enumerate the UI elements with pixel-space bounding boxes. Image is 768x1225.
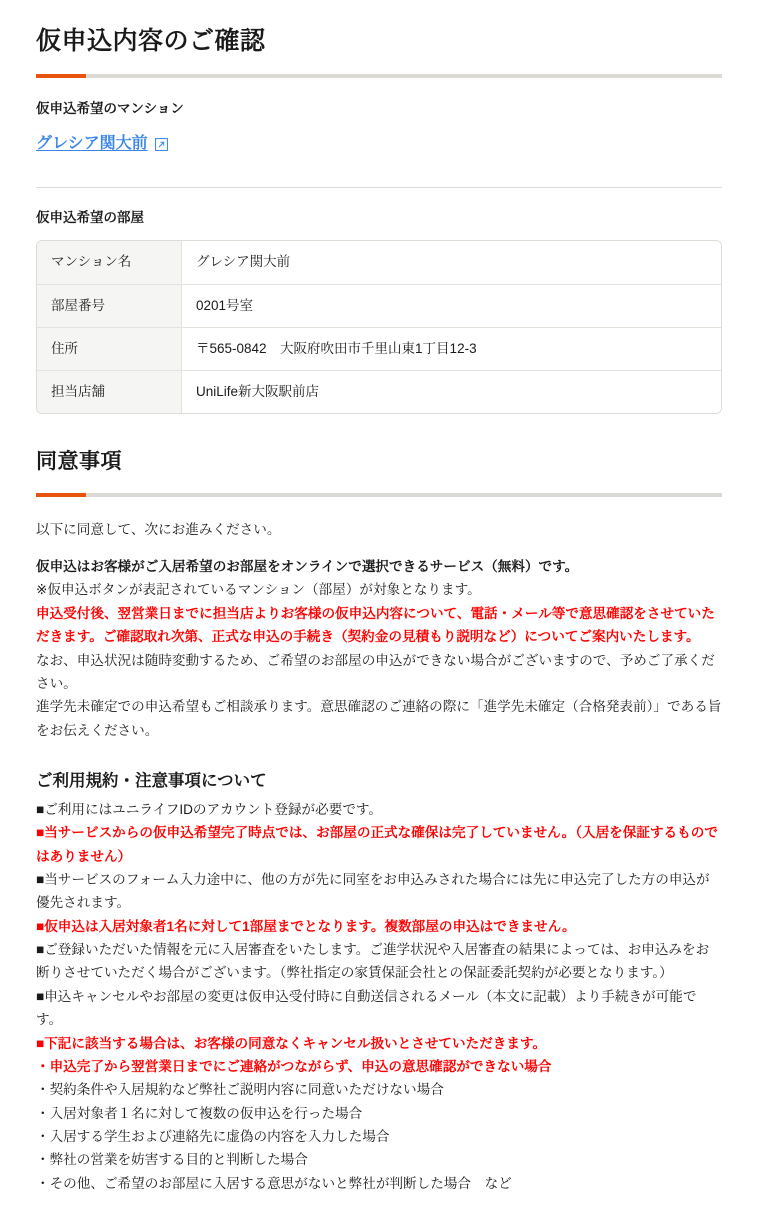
row-key: マンション名 — [37, 241, 182, 284]
terms-section — [0, 742, 768, 1225]
consent-section — [0, 414, 768, 742]
terms-item-warning: ■下記に該当する場合は、お客様の同意なくキャンセル扱いとさせていただきます。 — [36, 1035, 547, 1051]
spacer — [36, 541, 722, 555]
consent-paragraph: 仮申込はお客様がご入居希望のお部屋をオンラインで選択できるサービス（無料）です。 — [36, 559, 579, 575]
terms-item: ・入居する学生および連絡先に虚偽の内容を入力した場合 — [36, 1129, 390, 1145]
table-row — [37, 241, 721, 284]
table-row — [37, 285, 721, 328]
terms-title: ご利用規約・注意事項について — [36, 772, 267, 791]
row-value: 〒565-0842 大阪府吹田市千里山東1丁目12-3 — [182, 328, 721, 371]
table-row — [37, 328, 721, 371]
terms-item: ・その他、ご希望のお部屋に入居する意思がないと弊社が判断した場合 など — [36, 1175, 512, 1191]
terms-item-warning: ・申込完了から翌営業日までにご連絡がつながらず、申込の意思確認ができない場合 — [36, 1058, 552, 1074]
consent-paragraph: ※仮申込ボタンが表記されているマンション（部屋）が対象となります。 — [36, 582, 481, 598]
consent-accent-bar — [36, 493, 722, 497]
desired-property-section — [0, 78, 768, 155]
terms-item: ・入居対象者１名に対して複数の仮申込を行った場合 — [36, 1105, 363, 1121]
terms-item-warning: ■仮申込は入居対象者1名に対して1部屋までとなります。複数部屋の申込はできません。 — [36, 918, 576, 934]
terms-item: ■当サービスのフォーム入力途中に、他の方が先に同室をお申込みされた場合には先に申込完了した方の申込が優先されます。 — [36, 871, 710, 911]
external-link-icon — [155, 138, 168, 151]
consent-title: 同意事項 — [36, 450, 122, 474]
terms-item: ■ご利用にはユニライフIDのアカウント登録が必要です。 — [36, 801, 383, 817]
row-key: 担当店舗 — [37, 371, 182, 413]
terms-item-warning: ■当サービスからの仮申込希望完了時点では、お部屋の正式な確保は完了していません。（入居を保証するものではありません） — [36, 825, 718, 864]
desired-room-label: 仮申込希望の部屋 — [36, 209, 144, 225]
page-header — [0, 0, 768, 78]
consent-paragraph: 進学先未確定での申込希望もご相談承ります。意思確認のご連絡の際に「進学先未確定（合格発表前）」である旨をお伝えください。 — [36, 699, 722, 738]
consent-paragraph: なお、申込状況は随時変動するため、ご希望のお部屋の申込ができない場合がございますので、予めご了承ください。 — [36, 652, 715, 691]
row-value: UniLife新大阪駅前店 — [182, 371, 721, 413]
section-divider-wrap — [0, 156, 768, 188]
row-key: 部屋番号 — [37, 285, 182, 328]
terms-item: ■申込キャンセルやお部屋の変更は仮申込受付時に自動送信されるメール（本文に記載）より手続きが可能です。 — [36, 988, 697, 1028]
consent-body — [36, 497, 722, 742]
room-info-table — [36, 240, 722, 414]
title-accent-bar — [36, 74, 722, 78]
row-key: 住所 — [37, 328, 182, 371]
consent-intro: 以下に同意して、次にお進みください。 — [36, 521, 281, 537]
consent-paragraph-warning: 申込受付後、翌営業日までに担当店よりお客様の仮申込内容について、電話・メール等で意思確認をさせていただきます。ご確認取れ次第、正式な申込の手続き（契約金の見積もり説明など）についてご案内いたします。 — [36, 605, 715, 645]
terms-item: ・弊社の営業を妨害する目的と判断した場合 — [36, 1152, 308, 1168]
terms-item: ■ご登録いただいた情報を元に入居審査をいたします。ご進学状況や入居審査の結果によっては、お申込みをお断りさせていただく場合がございます。（弊社指定の家賃保証会社との保証委託契約が必要となります。） — [36, 942, 710, 981]
property-link[interactable]: グレシア関大前 — [36, 135, 148, 153]
row-value: 0201号室 — [182, 285, 721, 328]
table-row — [37, 371, 721, 413]
terms-item: ・契約条件や入居規約など弊社ご説明内容に同意いただけない場合 — [36, 1082, 444, 1098]
row-value: グレシア関大前 — [182, 241, 721, 284]
page-title: 仮申込内容のご確認 — [36, 27, 266, 55]
property-link-row — [36, 133, 722, 155]
desired-room-section — [0, 188, 768, 415]
terms-list — [36, 794, 722, 1195]
desired-property-label: 仮申込希望のマンション — [36, 101, 184, 117]
